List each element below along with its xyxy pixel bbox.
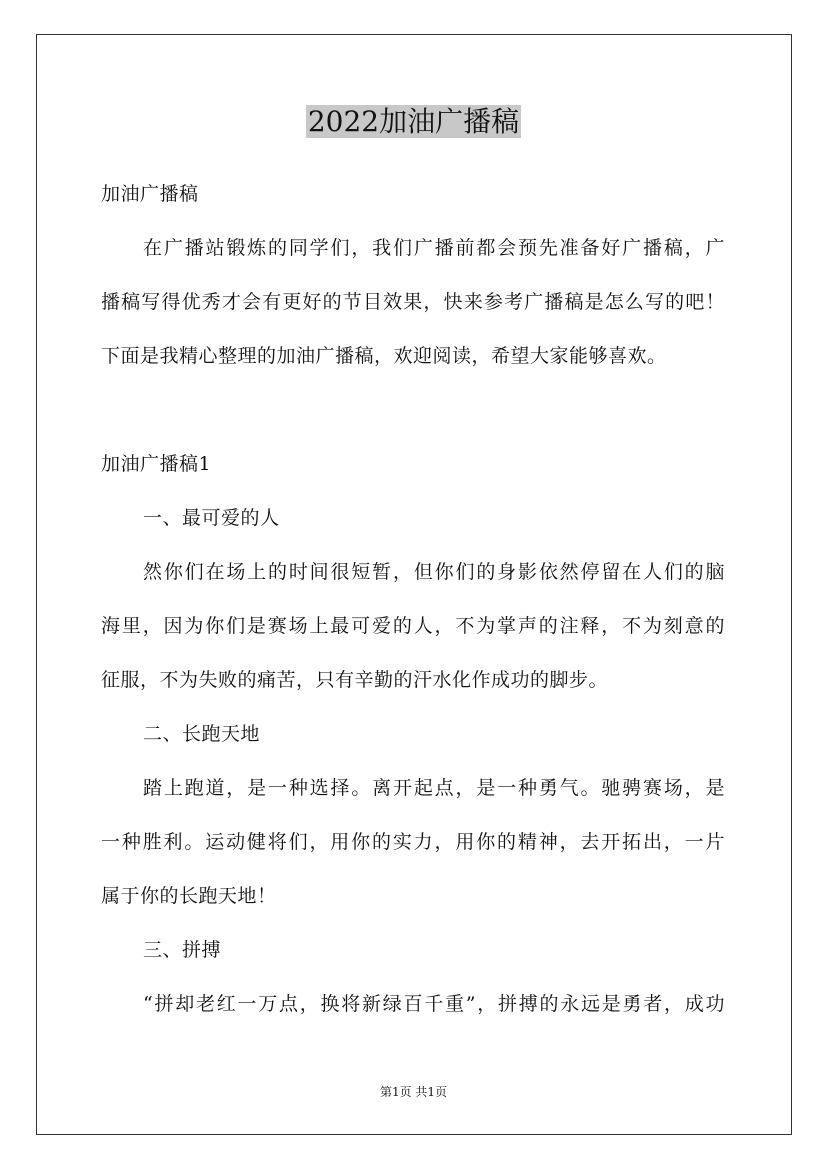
page-footer: 第1页 共1页 (379, 1085, 448, 1099)
part2-heading: 二、长跑天地 (143, 723, 261, 745)
part2-line-2: 一种胜利。运动健将们，用你的实力，用你的精神，去开拓出，一片 (101, 831, 725, 853)
part3-heading: 三、拼搏 (143, 939, 222, 961)
section-heading: 加油广播稿1 (101, 453, 212, 475)
intro-line-1: 在广播站锻炼的同学们，我们广播前都会预先准备好广播稿，广 (143, 237, 725, 259)
part2-line-1: 踏上跑道，是一种选择。离开起点，是一种勇气。驰骋赛场，是 (143, 777, 725, 799)
part1-line-3: 征服，不为失败的痛苦，只有辛勤的汗水化作成功的脚步。 (101, 669, 609, 691)
part2-line-3: 属于你的长跑天地！ (101, 885, 277, 907)
subtitle: 加油广播稿 (101, 183, 199, 205)
part1-line-1: 然你们在场上的时间很短暂，但你们的身影依然停留在人们的脑 (143, 561, 725, 583)
part1-heading: 一、最可爱的人 (143, 507, 280, 529)
document-title-text: 2022加油广播稿 (307, 105, 520, 138)
intro-line-2: 播稿写得优秀才会有更好的节目效果，快来参考广播稿是怎么写的吧！ (101, 291, 725, 313)
part1-line-2: 海里，因为你们是赛场上最可爱的人，不为掌声的注释，不为刻意的 (101, 615, 725, 637)
part3-line-1: “拼却老红一万点，换将新绿百千重”，拼搏的永远是勇者，成功 (143, 993, 725, 1015)
intro-line-3: 下面是我精心整理的加油广播稿，欢迎阅读，希望大家能够喜欢。 (101, 345, 667, 367)
document-title (0, 102, 827, 142)
